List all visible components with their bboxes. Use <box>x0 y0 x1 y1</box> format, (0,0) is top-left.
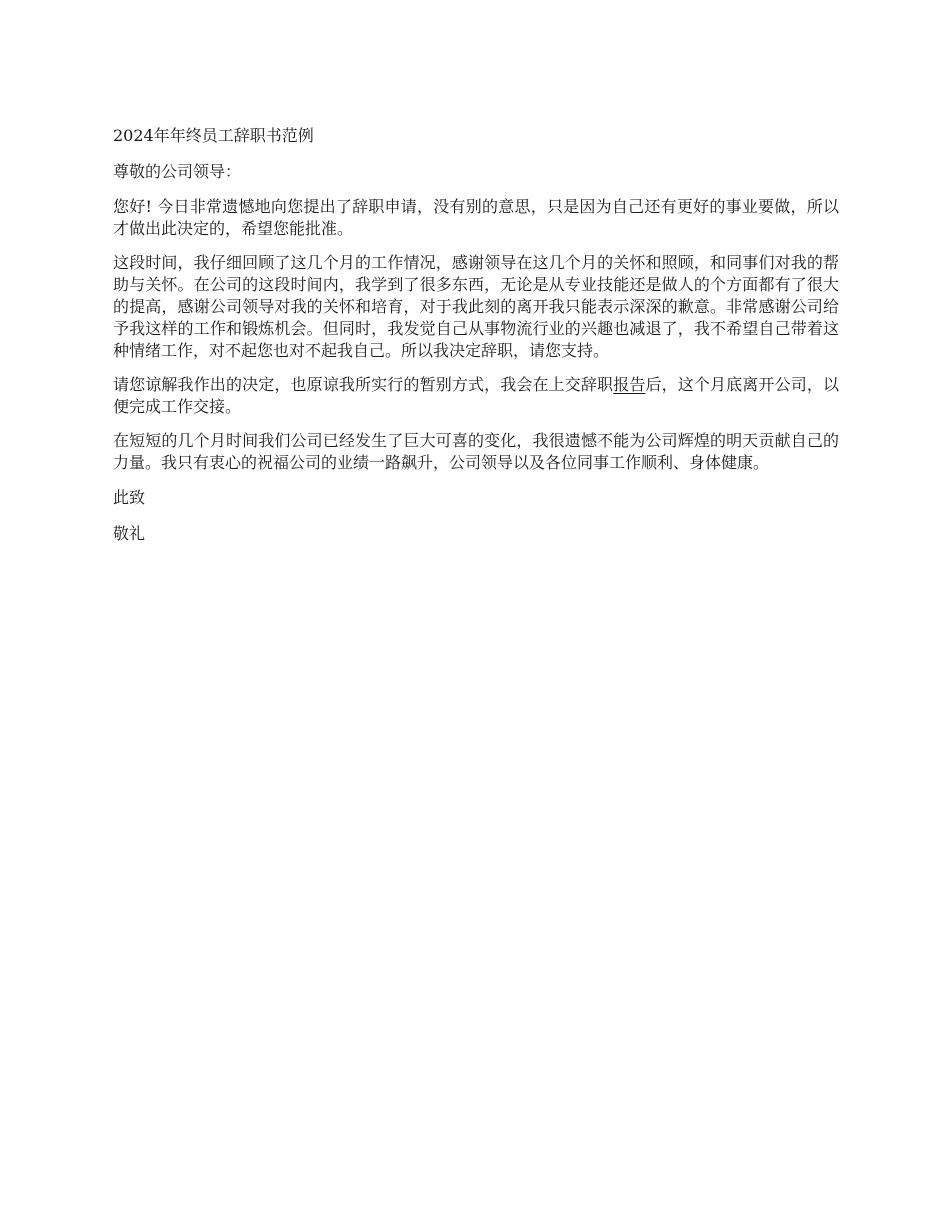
paragraph-reflection: 这段时间，我仔细回顾了这几个月的工作情况，感谢领导在这几个月的关怀和照顾，和同事们对我的帮助与关怀。在公司的这段时间内，我学到了很多东西，无论是从专业技能还是做人的个方面都有了很大的提高，感谢公司领导对我的关怀和培育，对于我此刻的离开我只能表示深深的歉意。非常感谢公司给予我这样的工作和锻炼机会。但同时，我发觉自己从事物流行业的兴趣也减退了，我不希望自己带着这种情绪工作，对不起您也对不起我自己。所以我决定辞职，请您支持。 <box>113 253 839 360</box>
salutation: 尊敬的公司领导： <box>113 162 242 181</box>
paragraph-request-before: 请您谅解我作出的决定，也原谅我所实行的暂别方式，我会在上交辞职 <box>113 375 614 394</box>
paragraph-wishes: 在短短的几个月时间我们公司已经发生了巨大可喜的变化，我很遗憾不能为公司辉煌的明天贡献自己的力量。我只有衷心的祝福公司的业绩一路飙升，公司领导以及各位同事工作顺利、身体健康。 <box>113 431 839 472</box>
document-page <box>113 124 839 558</box>
report-link[interactable]: 报告 <box>613 375 646 394</box>
paragraph-request-after: 后，这个月底离开公司，以便完成工作交接。 <box>113 375 839 416</box>
document-title: 2024年年终员工辞职书范例 <box>113 126 314 145</box>
paragraph-greeting: 您好! 今日非常遗憾地向您提出了辞职申请，没有别的意思，只是因为自己还有更好的事业要做，所以才做出此决定的，希望您能批准。 <box>113 197 839 238</box>
closing-cizhi: 此致 <box>113 488 146 507</box>
paragraph-request <box>113 374 839 418</box>
closing-jingli: 敬礼 <box>113 524 146 543</box>
